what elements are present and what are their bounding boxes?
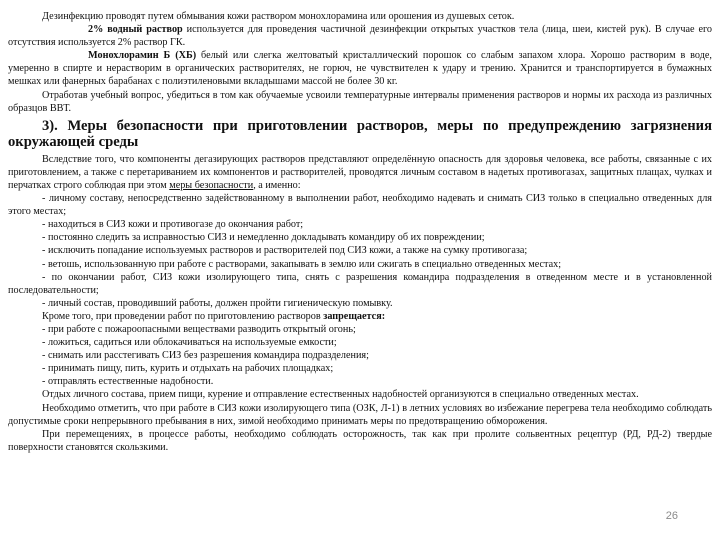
paragraph-monochloramine-text: белый или слегка желтоватый кристаллический порошок со слабым запахом хлора. Хорошо растворим в воде, умеренно в спирте и нерастворим в органических растворителях, не горюч, не чувствителен к удару и трению. Хранится и транспортируется в бумажных мешках или фанерных барабанах с полиэтиленовыми вкладышами массой не более 30 кг. bbox=[8, 50, 712, 88]
list-item: - постоянно следить за исправностью СИЗ и немедленно докладывать командиру об их повреждении; bbox=[42, 232, 485, 244]
paragraph-prohibited-intro bbox=[8, 310, 712, 323]
list-item: - по окончании работ, СИЗ кожи изолирующего типа, снять с разрешения командира подразделения в отведенном месте и в установленной последовательности; bbox=[8, 271, 712, 296]
list-item: - личный состав, проводивший работы, должен пройти гигиеническую помывку. bbox=[42, 297, 393, 309]
list-item: - принимать пищу, пить, курить и отдыхать на рабочих площадках; bbox=[42, 363, 334, 375]
bold-term-monochloramine: Монохлорамин Б (ХБ) bbox=[88, 50, 197, 62]
paragraph-disinfection: Дезинфекцию проводят путем обмывания кожи раствором монохлорамина или орошения из душевых сеток. bbox=[42, 11, 515, 22]
paragraph-overheating: Необходимо отметить, что при работе в СИЗ кожи изолирующего типа (ОЗК, Л-1) в летних условиях во избежание перегрева тела необходимо соблюдать допустимые сроки непрерывного пребывания в них, зимой необходимо принимать меры по предотвращению обморожения. bbox=[8, 402, 712, 427]
list-item: - при работе с пожароопасными веществами разводить открытый огонь; bbox=[42, 323, 356, 335]
paragraph-aqueous-solution bbox=[8, 23, 712, 49]
prohibited-list bbox=[8, 323, 712, 388]
paragraph-rest-areas: Отдых личного состава, прием пищи, курение и отправление естественных надобностей организуются в специально отведенных местах. bbox=[42, 389, 639, 401]
paragraph-slippery-surfaces: При перемещениях, в процессе работы, необходимо соблюдать осторожность, так как при пролите сольвентных рецептур (РД, РД-2) твердые поверхности становятся скользкими. bbox=[8, 428, 712, 453]
page-number: 26 bbox=[665, 510, 678, 522]
paragraph-safety-intro bbox=[8, 153, 712, 192]
list-item: - личному составу, непосредственно задействованному в выполнении работ, необходимо надевать и снимать СИЗ только в специально отведенных для этого местах; bbox=[8, 193, 712, 218]
section-heading: 3). Меры безопасности при приготовлении растворов, меры по предупреждению загрязнения окружающей среды bbox=[8, 117, 712, 151]
list-item: - снимать или расстегивать СИЗ без разрешения командира подразделения; bbox=[42, 350, 369, 362]
paragraph-training-check: Отработав учебный вопрос, убедиться в том как обучаемые усвоили температурные интервалы применения растворов и нормы их расхода из различных образцов ВВТ. bbox=[8, 89, 712, 114]
list-item: - ложиться, садиться или облокачиваться на используемые емкости; bbox=[42, 337, 337, 349]
prohibited-bold: запрещается: bbox=[323, 310, 386, 322]
paragraph-aqueous-solution-text: используется для проведения частичной дезинфекции открытых участков тела (лица, шеи, кистей рук). В случае его отсутствия используется 2% раствор ГК. bbox=[8, 24, 712, 49]
bold-term-aqueous-solution: 2% водный раствор bbox=[88, 24, 183, 36]
safety-measures-underlined: меры безопасности bbox=[169, 179, 254, 191]
prohibited-intro-text: Кроме того, при проведении работ по приготовлению растворов bbox=[42, 310, 324, 322]
list-item: - находиться в СИЗ кожи и противогазе до окончания работ; bbox=[42, 219, 304, 231]
safety-intro-text: Вследствие того, что компоненты дегазирующих растворов представляют определённую опасность для здоровья человека, все работы, связанные с их приготовлением, а также с перетариванием их компонентов и растворителей, проводятся личным составом в надетых противогазах, защитных плащах, чулках и перчатках строго соблюдая при этом bbox=[8, 153, 712, 191]
list-item: - отправлять естественные надобности. bbox=[42, 376, 214, 388]
safety-intro-tail: , а именно: bbox=[253, 179, 301, 191]
list-item: - ветошь, использованную при работе с растворами, закапывать в землю или сжигать в специально отведенных местах; bbox=[42, 258, 562, 270]
list-item: - исключить попадание используемых растворов и растворителей под СИЗ кожи, а также на сумку противогаза; bbox=[42, 245, 528, 257]
safety-rules-list bbox=[8, 192, 712, 310]
paragraph-monochloramine bbox=[8, 49, 712, 88]
